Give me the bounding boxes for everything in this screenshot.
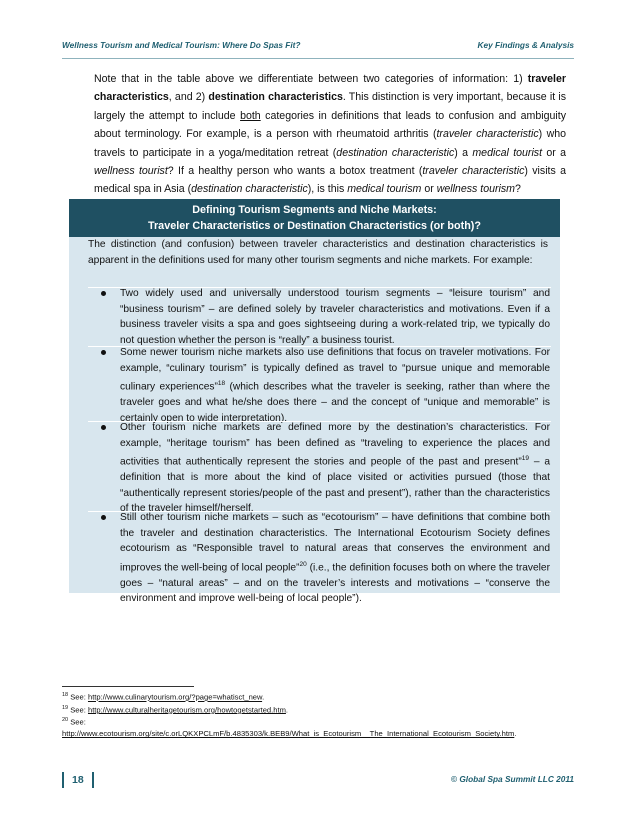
footnote-link[interactable]: http://www.culturalheritagetourism.org/howtogetstarted.htm xyxy=(87,705,286,715)
footnote-19: $^{19}$ See: http://www.culturalheritagetourism.org/howtogetstarted.htm. xyxy=(62,704,289,715)
sidebar-box-body xyxy=(69,237,560,605)
bullet-icon xyxy=(101,425,106,430)
footnote-ref: 18 xyxy=(217,380,226,388)
bullet-text: Still other tourism niche markets – such as “ecotourism” – have definitions that combine both the traveler and destination characteristics. The International Ecotourism Society defines ecotourism as “Responsible travel to natural areas that conserves the environment and improves the well-being of local people”$^{20}$ (i.e., the definition focuses both on where the traveler goes – “natural areas” – and on the traveler’s interests and motivations – “conserve the environment and improve well-being of local people”). xyxy=(120,512,550,605)
intro-paragraph: Note that in the table above we differentiate between two categories of information: 1) traveler characteristics, and 2) destination characteristics. This distinction is very important, because it is largely the attempt to include both categories in definitions that leads to confusion and ambiguity about terminology. For example, is a person with rheumatoid arthritis (traveler characteristic) who travels to participate in a yoga/meditation retreat (destination characteristic) a medical tourist or a wellness tourist? If a healthy person who wants a botox treatment (traveler characteristic) visits a medical spa in Asia (destination characteristic), is this medical tourism or wellness tourism? xyxy=(94,73,567,196)
bold-term: traveler characteristics xyxy=(94,73,566,104)
box-intro-text: The distinction (and confusion) between traveler characteristics and destination characteristics is apparent in the definitions used for many other tourism segments and niche markets. For example: xyxy=(88,239,548,266)
bold-term: destination characteristics xyxy=(208,91,343,104)
footnote-ref: 20 xyxy=(299,560,307,568)
footnote-ref: 19 xyxy=(521,455,529,463)
page-number: 18 xyxy=(62,772,94,788)
box-title-line-2: Traveler Characteristics or Destination Characteristics (or both)? xyxy=(147,220,481,232)
list-item xyxy=(88,511,551,605)
footnote-divider xyxy=(62,686,194,687)
bullet-icon xyxy=(101,291,106,296)
bullet-icon xyxy=(101,350,106,355)
list-item xyxy=(88,287,551,345)
sidebar-box-title xyxy=(69,199,560,237)
running-header xyxy=(62,40,574,56)
header-divider xyxy=(62,58,574,59)
box-title-line-1: Defining Tourism Segments and Niche Markets: xyxy=(192,204,437,216)
list-item xyxy=(88,421,551,515)
footnote-link[interactable]: http://www.ecotourism.org/site/c.orLQKXPCLmF/b.4835303/k.BEB9/What_is_Ecotourism__The_International_Ecotourism_Society.htm xyxy=(62,729,515,739)
footnote-20: $^{20}$ See: http://www.ecotourism.org/site/c.orLQKXPCLmF/b.4835303/k.BEB9/What_is_Ecotourism__The_International_Ecotourism_Society.htm. xyxy=(62,717,517,739)
bullet-text: Other tourism niche markets are defined more by the destination’s characteristics. For example, “heritage tourism” has been defined as “traveling to experience the places and activities that authentically represent the stories and people of the past and present”$^{19}$ – a definition that is more about the kind of place visited or activities pursued (those that “authentically represent stories/people of the past and present”), rather than the characteristics of the traveler himself/herself. xyxy=(120,422,550,515)
bullet-text: Two widely used and universally understood tourism segments – “leisure tourism” and “business tourism” – are defined solely by traveler characteristics and motivations. Even if a business traveler visits a spa and goes sightseeing during a work-related trip, we typically do not question whether the person is “really” a business tourist. xyxy=(120,288,550,346)
header-section-title: Key Findings & Analysis xyxy=(477,40,574,50)
footnotes xyxy=(62,690,574,739)
footnote-link[interactable]: http://www.culinarytourism.org/?page=whatisct_new xyxy=(87,692,263,702)
list-item xyxy=(88,346,551,424)
footer-copyright: © Global Spa Summit LLC 2011 xyxy=(450,774,574,784)
footnote-18: $^{18}$ See: http://www.culinarytourism.org/?page=whatisct_new. xyxy=(62,692,265,702)
header-document-title: Wellness Tourism and Medical Tourism: Where Do Spas Fit? xyxy=(62,40,301,50)
underlined-term: both xyxy=(240,109,261,122)
bullet-icon xyxy=(101,515,106,520)
bullet-text: Some newer tourism niche markets also use definitions that focus on traveler motivations. For example, “culinary tourism” is typically defined as travel to “pursue unique and memorable culinary experiences”$^{18}$ (which describes what the traveler is seeking, rather than where the traveler goes and what he/she does there – and the concept of “unique and memorable” is certainly open to wide interpretation). xyxy=(120,347,550,424)
